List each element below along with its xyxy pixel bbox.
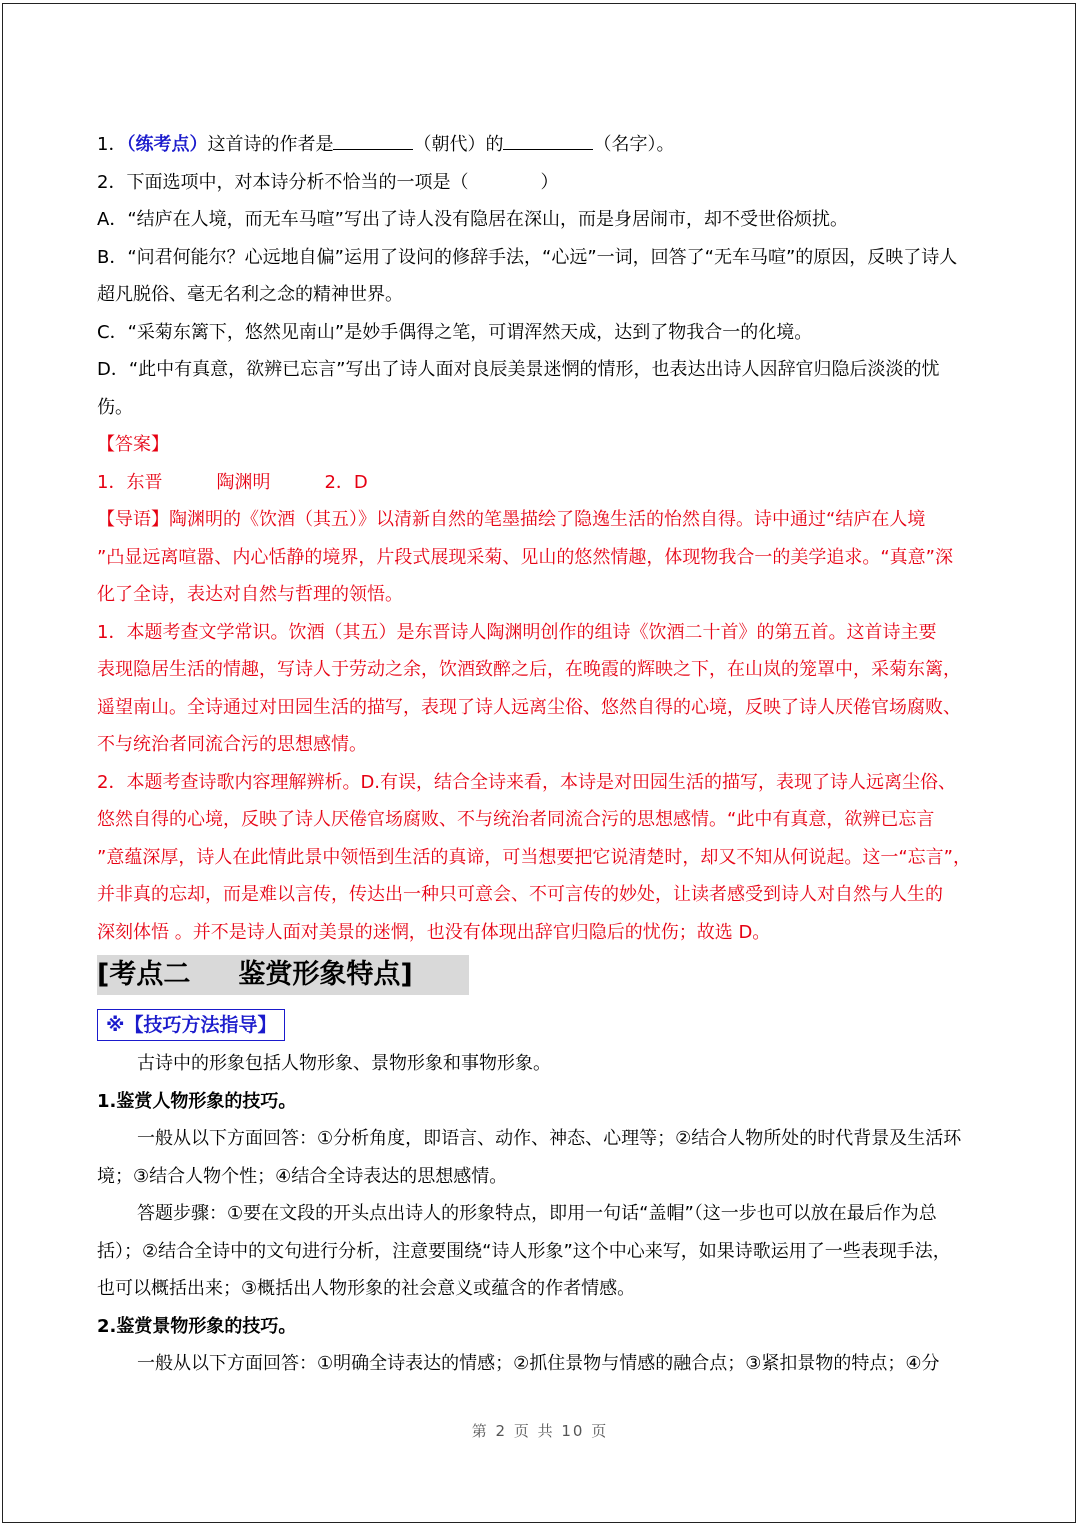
explanation-line: 表现隐居生活的情趣，写诗人于劳动之余，饮酒致醉之后，在晚霞的辉映之下，在山岚的笼罩中，采菊东篱， xyxy=(97,659,961,680)
page-number: 第 2 页 共 10 页 xyxy=(471,1422,609,1440)
question-text: 这首诗的作者是 xyxy=(207,134,334,155)
paragraph-line: 答题步骤：①要在文段的开头点出诗人的形象特点，即用一句话“盖帽”（这一步也可以放在最后作为总 xyxy=(137,1203,937,1224)
document-body xyxy=(97,126,997,1383)
question-number: 1． xyxy=(97,134,127,155)
section-heading-title: 鉴赏形象特点] xyxy=(238,959,413,990)
option-d-cont: 伤。 xyxy=(97,396,133,418)
explanation-line: 遥望南山。全诗通过对田园生活的描写，表现了诗人远离尘俗、悠然自得的心境，反映了诗人厌倦官场腐败、 xyxy=(97,696,961,718)
section-heading xyxy=(97,955,469,995)
paragraph-line: 一般从以下方面回答：①分析角度，即语言、动作、神态、心理等；②结合人物所处的时代背景及生活环 xyxy=(137,1128,962,1149)
section-heading-label: [考点二 xyxy=(97,959,191,990)
question-2: 2．下面选项中，对本诗分析不恰当的一项是（ ） xyxy=(97,171,559,193)
answer-blank xyxy=(333,129,413,150)
question-text: （朝代）的 xyxy=(413,134,504,155)
explanation-line: 悠然自得的心境，反映了诗人厌倦官场腐败、不与统治者同流合污的思想感情。“此中有真意，欲辨已忘言 xyxy=(97,809,935,830)
question-text: （名字）。 xyxy=(593,134,675,155)
question-tag: （练考点） xyxy=(126,134,208,155)
option-b: B．“问君何能尔？心远地自偏”运用了设问的修辞手法，“心远”一词，回答了“无车马喧”的原因，反映了诗人 xyxy=(97,246,958,268)
option-d: D．“此中有真意，欲辨已忘言”写出了诗人面对良辰美景迷惘的情形，也表达出诗人因辞官归隐后淡淡的忧 xyxy=(97,359,940,380)
question-1 xyxy=(97,126,997,164)
section-intro: 古诗中的形象包括人物形象、景物形象和事物形象。 xyxy=(137,1053,551,1074)
subheading-character: 1.鉴赏人物形象的技巧。 xyxy=(97,1090,297,1112)
option-b-cont: 超凡脱俗、毫无名利之念的精神世界。 xyxy=(97,284,403,305)
explanation-line: 深刻体悟 。并不是诗人面对美景的迷惘，也没有体现出辞官归隐后的忧伤；故选 D。 xyxy=(97,921,771,943)
guide-line: 化了全诗，表达对自然与哲理的领悟。 xyxy=(97,584,403,605)
paragraph-line: 也可以概括出来；③概括出人物形象的社会意义或蕴含的作者情感。 xyxy=(97,1278,636,1299)
guide-line: ”凸显远离喧嚣、内心恬静的境界，片段式展现采菊、见山的悠然情趣，体现物我合一的美学追求。“真意”深 xyxy=(97,546,953,568)
paragraph-line: 一般从以下方面回答：①明确全诗表达的情感；②抓住景物与情感的融合点；③紧扣景物的特点；④分 xyxy=(137,1353,940,1374)
explanation-line: 1．本题考查文学常识。饮酒（其五）是东晋诗人陶渊明创作的组诗《饮酒二十首》的第五首。这首诗主要 xyxy=(97,621,937,643)
answer-label: 【答案】 xyxy=(97,434,169,455)
option-a: A．“结庐在人境，而无车马喧”写出了诗人没有隐居在深山，而是身居闹市，却不受世俗烦扰。 xyxy=(97,209,848,230)
explanation-line: 不与统治者同流合污的思想感情。 xyxy=(97,734,367,755)
answer-blank xyxy=(503,129,593,150)
subheading-scenery: 2.鉴赏景物形象的技巧。 xyxy=(97,1315,297,1337)
explanation-line: ”意蕴深厚，诗人在此情此景中领悟到生活的真谛，可当想要把它说清楚时，却又不知从何说起。这一“忘言”， xyxy=(97,846,971,868)
paragraph-line: 境；③结合人物个性；④结合全诗表达的思想感情。 xyxy=(97,1165,508,1187)
answer-line: 1．东晋 陶渊明 2．D xyxy=(97,471,368,493)
paragraph-line: 括）；②结合全诗中的文句进行分析，注意要围绕“诗人形象”这个中心来写，如果诗歌运用了一些表现手法， xyxy=(97,1240,951,1262)
tip-box: ※【技巧方法指导】 xyxy=(97,1009,285,1041)
explanation-line: 并非真的忘却，而是难以言传，传达出一种只可意会、不可言传的妙处，让读者感受到诗人对自然与人生的 xyxy=(97,884,943,905)
option-c: C．“采菊东篱下，悠然见南山”是妙手偶得之笔，可谓浑然天成，达到了物我合一的化境。 xyxy=(97,321,813,343)
explanation-line: 2．本题考查诗歌内容理解辨析。D.有误，结合全诗来看，本诗是对田园生活的描写，表现了诗人远离尘俗、 xyxy=(97,771,957,793)
guide-line: 【导语】陶渊明的《饮酒（其五）》以清新自然的笔墨描绘了隐逸生活的怡然自得。诗中通过“结庐在人境 xyxy=(97,509,926,530)
